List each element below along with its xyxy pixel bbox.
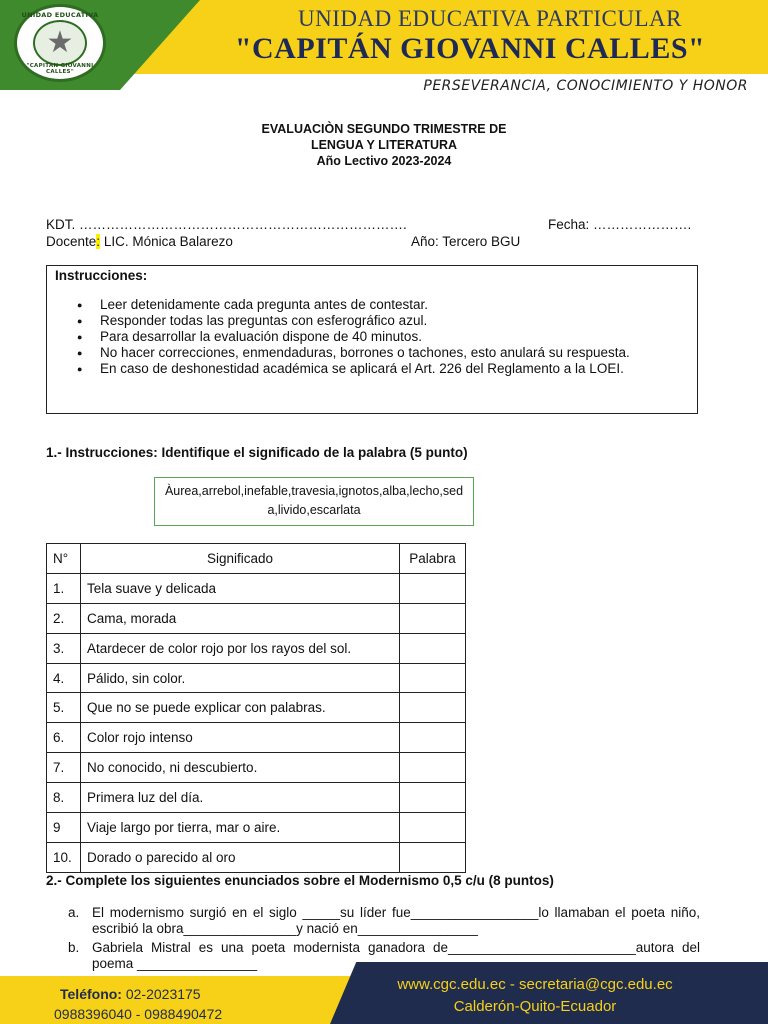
teacher-label: Docente: [46, 234, 97, 249]
table-row: [47, 723, 466, 753]
school-motto: PERSEVERANCIA, CONOCIMIENTO Y HONOR: [423, 78, 748, 94]
row-meaning: Dorado o parecido al oro: [80, 842, 399, 872]
answer-cell[interactable]: [400, 603, 466, 633]
row-meaning: Que no se puede explicar con palabras.: [80, 693, 399, 723]
table-row: [47, 573, 466, 603]
vocabulary-table: [46, 543, 466, 873]
table-row: [47, 783, 466, 813]
table-row: [47, 753, 466, 783]
instruction-item: ● No hacer correcciones, enmendaduras, borrones o tachones, esto anulará su respuesta.: [55, 345, 689, 361]
footer-location: Calderón-Quito-Ecuador: [453, 998, 617, 1015]
row-meaning: Cama, morada: [80, 603, 399, 633]
row-number: 1.: [47, 573, 81, 603]
instruction-item: ● En caso de deshonestidad académica se aplicará el Art. 226 del Reglamento a la LOEI.: [55, 361, 689, 377]
teacher-colon: :: [96, 234, 101, 249]
seal-bottom-text: "CAPITAN GIOVANNI CALLES": [26, 63, 94, 75]
row-number: 5.: [47, 693, 81, 723]
seal-top-text: UNIDAD EDUCATIVA: [21, 11, 99, 19]
row-meaning: Pálido, sin color.: [80, 663, 399, 693]
exam-title: [0, 121, 768, 169]
school-seal: [14, 4, 106, 82]
instructions-box: [46, 265, 698, 414]
row-meaning: Primera luz del día.: [80, 783, 399, 813]
answer-cell[interactable]: [400, 633, 466, 663]
col-header-number: N°: [47, 544, 81, 574]
row-number: 10.: [47, 842, 81, 872]
phone-label: Teléfono:: [60, 986, 122, 1002]
row-number: 3.: [47, 633, 81, 663]
row-number: 7.: [47, 753, 81, 783]
date-field: Fecha: ………………….: [548, 217, 692, 232]
instructions-list: [55, 297, 689, 377]
school-type: UNIDAD EDUCATIVA PARTICULAR: [298, 6, 682, 31]
phone-number: 02-2023175: [121, 986, 201, 1002]
seal-emblem: [33, 20, 87, 66]
exam-title-line3: Año Lectivo 2023-2024: [316, 154, 452, 168]
instruction-item: ● Para desarrollar la evaluación dispone de 40 minutos.: [55, 329, 689, 345]
table-row: [47, 842, 466, 872]
grade-field: Año: Tercero BGU: [411, 234, 521, 249]
section2-title: 2.- Complete los siguientes enunciados sobre el Modernismo 0,5 c/u (8 puntos): [46, 873, 554, 888]
row-number: 4.: [47, 663, 81, 693]
footer-phone: [60, 986, 201, 1002]
school-name: "CAPITÁN GIOVANNI CALLES": [234, 32, 706, 65]
row-meaning: No conocido, ni descubierto.: [80, 753, 399, 783]
row-number: 8.: [47, 783, 81, 813]
kdt-field: KDT. ……………………………………………………………….: [46, 217, 407, 232]
answer-cell[interactable]: [400, 813, 466, 843]
footer-mobiles: 0988396040 - 0988490472: [54, 1006, 223, 1022]
col-header-word: Palabra: [400, 544, 466, 574]
teacher-field: [46, 234, 233, 249]
item-marker: a.: [68, 905, 80, 920]
footer-web-email[interactable]: www.cgc.edu.ec - secretaria@cgc.edu.ec: [397, 976, 673, 993]
table-row: [47, 693, 466, 723]
table-row: [47, 603, 466, 633]
row-number: 2.: [47, 603, 81, 633]
answer-cell[interactable]: [400, 723, 466, 753]
table-row: [47, 633, 466, 663]
row-meaning: Viaje largo por tierra, mar o aire.: [80, 813, 399, 843]
row-number: 6.: [47, 723, 81, 753]
item-marker: b.: [68, 940, 80, 955]
row-number: 9: [47, 813, 81, 843]
section1-title: 1.- Instrucciones: Identifique el significado de la palabra (5 punto): [46, 445, 468, 460]
answer-cell[interactable]: [400, 753, 466, 783]
teacher-name: LIC. Mónica Balarezo: [100, 234, 233, 249]
star-icon: ★: [46, 26, 74, 59]
answer-cell[interactable]: [400, 693, 466, 723]
answer-cell[interactable]: [400, 663, 466, 693]
item-text: Gabriela Mistral es una poeta modernista ganadora de_________________________autora del poema ________________: [92, 940, 700, 971]
item-text: El modernismo surgió en el siglo _____su líder fue_________________lo llamaban el poeta niño, escribió la obra_______________y nació en________________: [92, 905, 700, 936]
instruction-item: ● Responder todas las preguntas con esferográfico azul.: [55, 313, 689, 329]
table-row: [47, 663, 466, 693]
row-meaning: Color rojo intenso: [80, 723, 399, 753]
answer-cell[interactable]: [400, 842, 466, 872]
exam-title-line1: EVALUACIÒN SEGUNDO TRIMESTRE DE: [261, 122, 507, 136]
col-header-meaning: Significado: [80, 544, 399, 574]
table-header-row: [47, 544, 466, 574]
row-meaning: Tela suave y delicada: [80, 573, 399, 603]
exam-title-line2: LENGUA Y LITERATURA: [310, 138, 458, 152]
answer-cell[interactable]: [400, 573, 466, 603]
word-bank: Àurea,arrebol,inefable,travesia,ignotos,alba,lecho,seda,livido,escarlata: [154, 477, 474, 526]
instruction-item: ● Leer detenidamente cada pregunta antes de contestar.: [55, 297, 689, 313]
instructions-title: Instrucciones:: [55, 268, 148, 283]
fill-in-item: [68, 905, 700, 937]
answer-cell[interactable]: [400, 783, 466, 813]
table-row: [47, 813, 466, 843]
row-meaning: Atardecer de color rojo por los rayos del sol.: [80, 633, 399, 663]
